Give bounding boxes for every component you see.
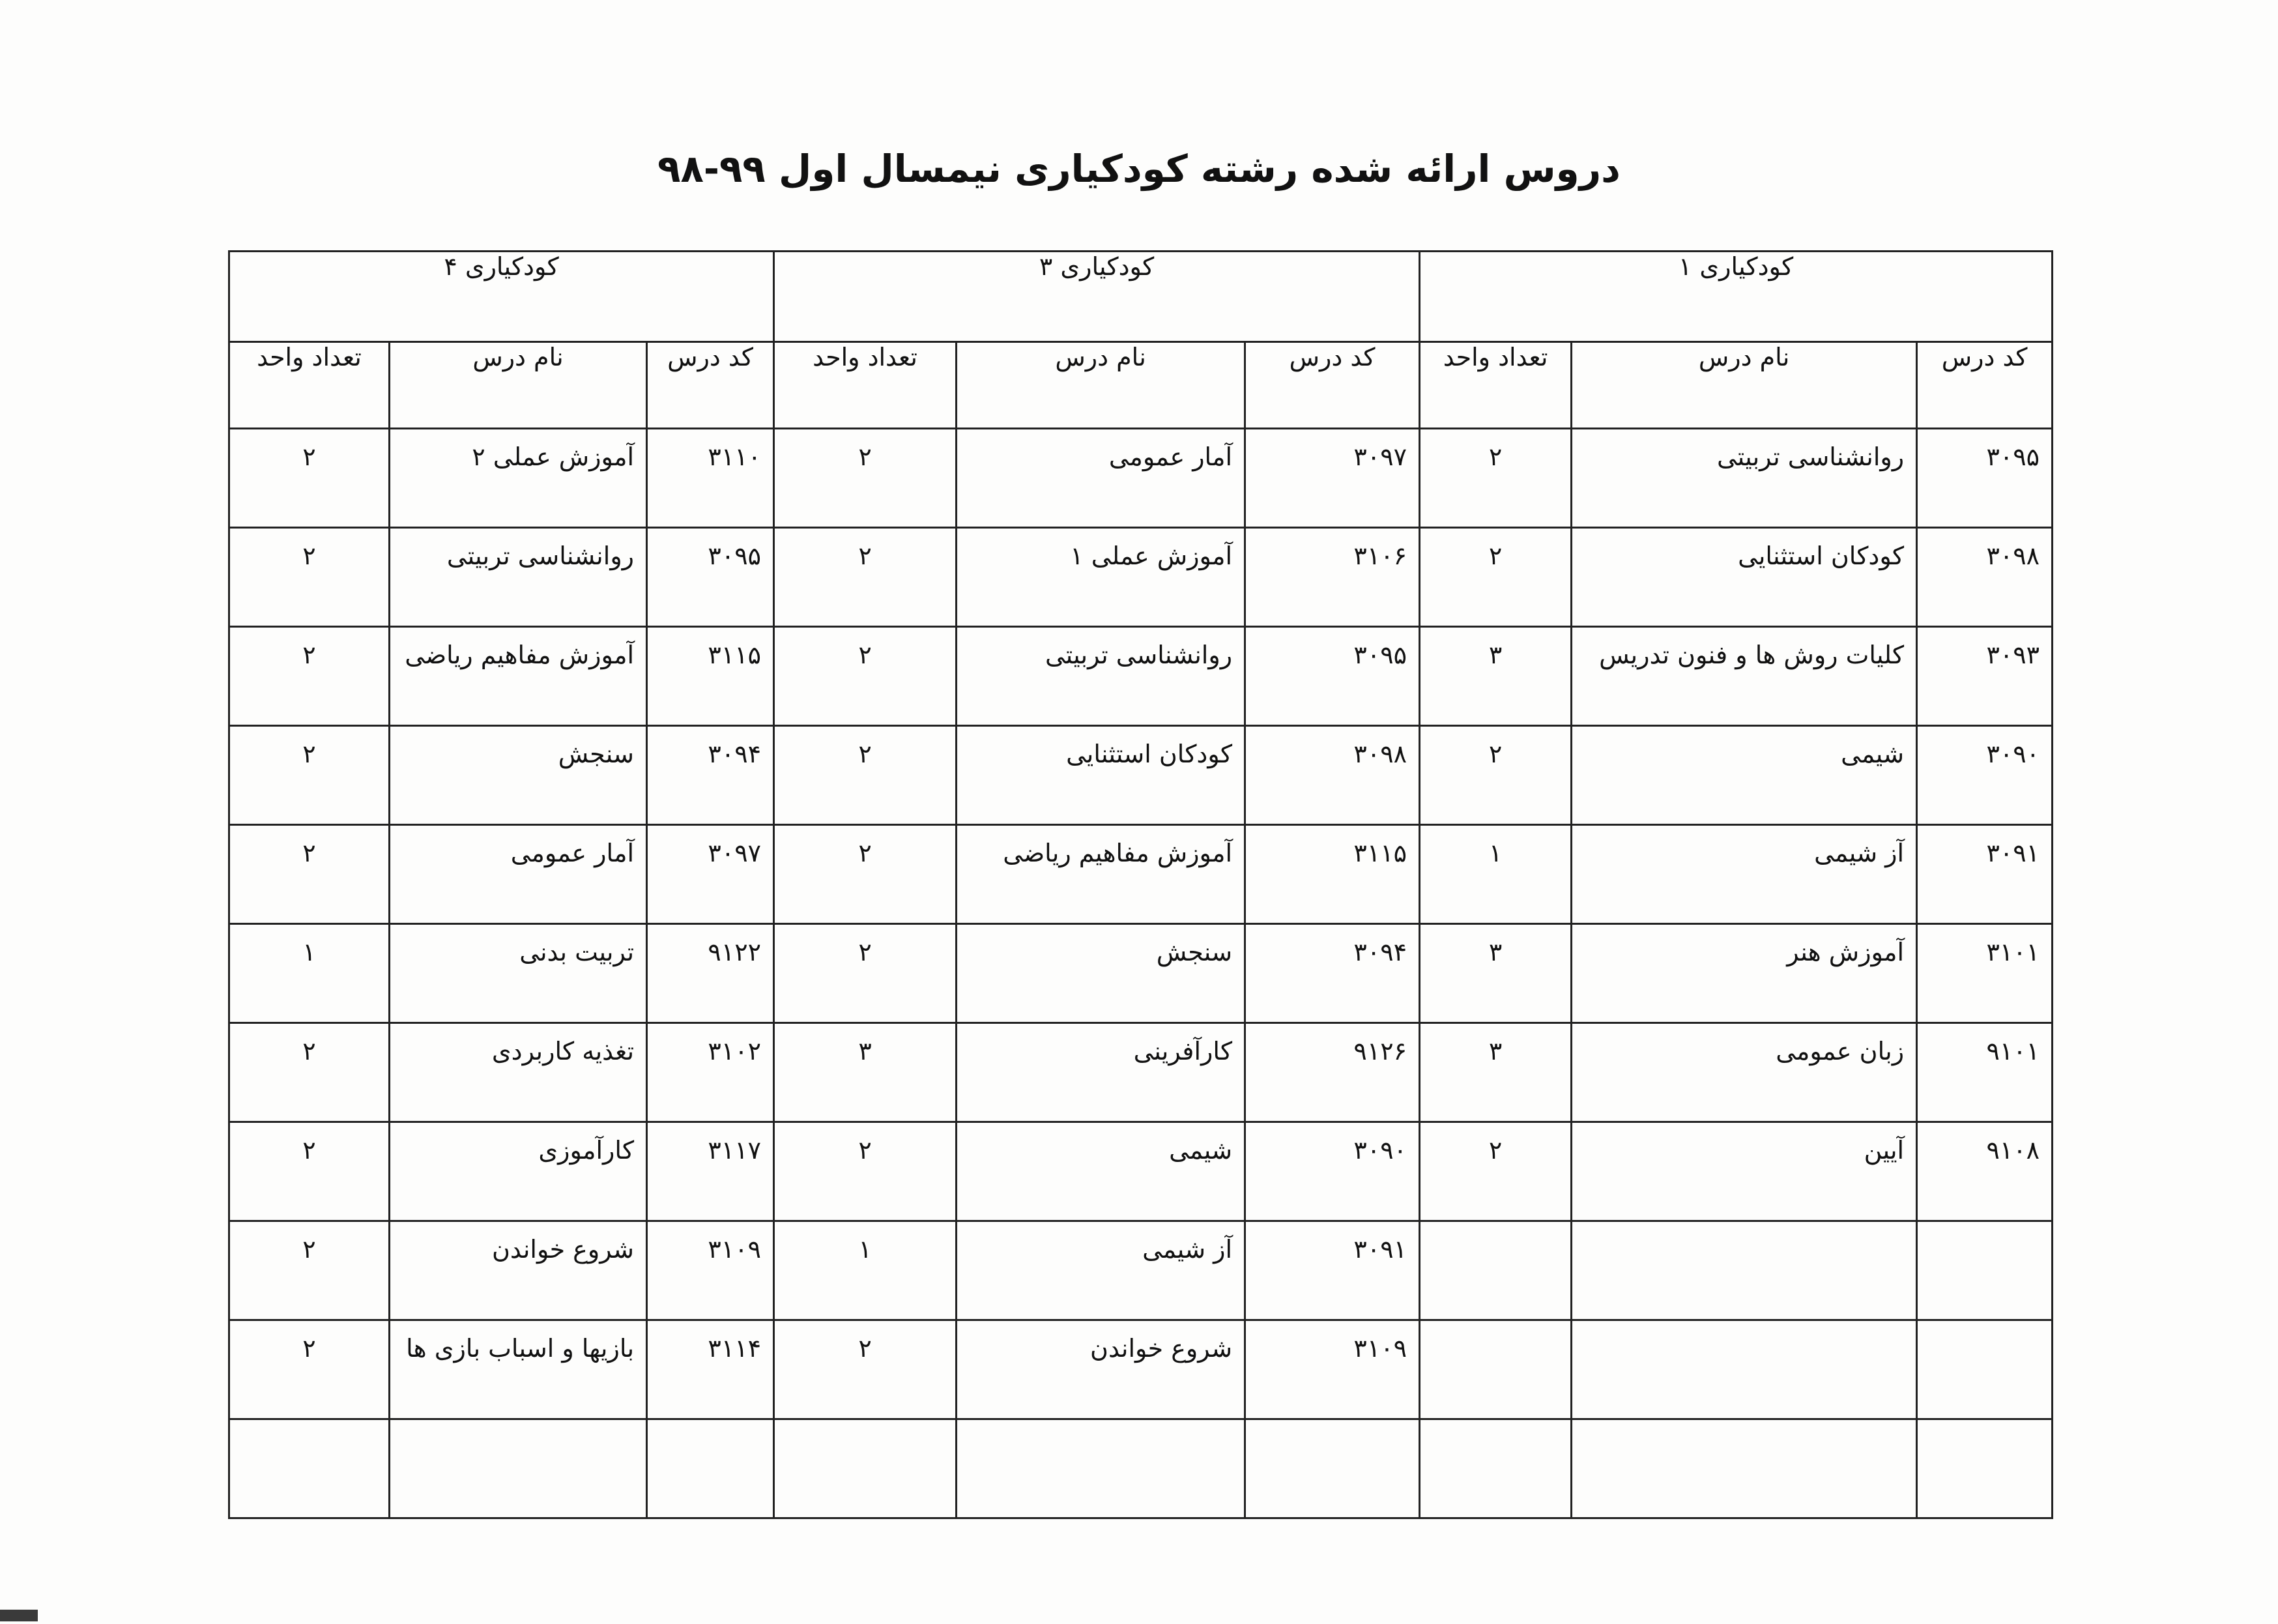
course-code: ۳۱۰۱ [1917,924,2053,1023]
course-units: ۲ [229,528,390,627]
course-name: آموزش مفاهیم ریاضی [957,825,1245,924]
course-name: آموزش عملی ۱ [957,528,1245,627]
column-header-code: کد درس [647,342,774,429]
course-name: سنجش [390,726,647,825]
course-code: ۳۰۹۳ [1917,627,2053,726]
column-header-name: نام درس [957,342,1245,429]
course-name: آز شیمی [957,1221,1245,1320]
course-name: سنجش [957,924,1245,1023]
courses-table [228,250,2053,1519]
scan-corner-mark [0,1610,38,1621]
course-name: آموزش مفاهیم ریاضی [390,627,647,726]
course-units: ۲ [1420,726,1572,825]
column-header-name: نام درس [390,342,647,429]
course-units: ۳ [1420,924,1572,1023]
course-name: بازیها و اسباب بازی ها [390,1320,647,1419]
table-row [229,528,2053,627]
table-row [229,825,2053,924]
course-name: آز شیمی [1572,825,1917,924]
course-code: ۳۰۹۱ [1245,1221,1420,1320]
course-code: ۳۰۹۵ [1245,627,1420,726]
course-name: آمار عمومی [390,825,647,924]
course-name: کودکان استثنایی [957,726,1245,825]
course-code: ۹۱۰۸ [1917,1122,2053,1221]
course-units: ۲ [774,726,957,825]
course-units [1420,1419,1572,1518]
course-code: ۳۱۱۴ [647,1320,774,1419]
course-units: ۲ [229,1122,390,1221]
course-units: ۲ [229,825,390,924]
course-code [1917,1320,2053,1419]
course-units [1420,1320,1572,1419]
group-header-row [229,252,2053,342]
course-units: ۲ [229,1320,390,1419]
course-code: ۳۰۹۰ [1917,726,2053,825]
course-code [1245,1419,1420,1518]
course-code: ۳۱۰۶ [1245,528,1420,627]
table-row [229,627,2053,726]
course-name: تربیت بدنی [390,924,647,1023]
course-name [390,1419,647,1518]
table-row [229,726,2053,825]
course-name: کارآموزی [390,1122,647,1221]
course-units: ۳ [1420,1023,1572,1122]
course-code [1917,1419,2053,1518]
course-units: ۲ [229,726,390,825]
column-header-code: کد درس [1245,342,1420,429]
course-code: ۳۰۹۵ [1917,429,2053,528]
course-name: شیمی [957,1122,1245,1221]
course-name [1572,1419,1917,1518]
course-units: ۲ [229,627,390,726]
column-header-units: تعداد واحد [774,342,957,429]
table-row [229,1221,2053,1320]
course-units: ۳ [1420,627,1572,726]
course-code: ۳۰۹۷ [1245,429,1420,528]
course-code: ۳۱۱۵ [1245,825,1420,924]
course-units: ۲ [774,1122,957,1221]
course-units [229,1419,390,1518]
course-name: زبان عمومی [1572,1023,1917,1122]
course-name: آمار عمومی [957,429,1245,528]
table-row [229,1320,2053,1419]
course-code: ۳۰۹۷ [647,825,774,924]
course-name [1572,1221,1917,1320]
course-name [957,1419,1245,1518]
column-header-units: تعداد واحد [229,342,390,429]
course-name [1572,1320,1917,1419]
course-code: ۳۱۱۰ [647,429,774,528]
course-units: ۱ [229,924,390,1023]
course-code: ۳۰۹۴ [1245,924,1420,1023]
document-title: دروس ارائه شده رشته کودکیاری نیمسال اول ۹۹-۹۸ [657,147,1621,191]
course-code: ۳۱۱۷ [647,1122,774,1221]
course-units: ۱ [1420,825,1572,924]
course-code: ۹۱۲۶ [1245,1023,1420,1122]
course-name: کلیات روش ها و فنون تدریس [1572,627,1917,726]
course-units [1420,1221,1572,1320]
course-units: ۲ [774,429,957,528]
course-name: روانشناسی تربیتی [957,627,1245,726]
course-code: ۳۰۹۸ [1245,726,1420,825]
column-header-name: نام درس [1572,342,1917,429]
course-name: کارآفرینی [957,1023,1245,1122]
course-code: ۹۱۲۲ [647,924,774,1023]
course-name: آموزش هنر [1572,924,1917,1023]
course-code: ۳۱۱۵ [647,627,774,726]
table-row [229,429,2053,528]
table-row [229,924,2053,1023]
group-title-1: کودکیاری ۱ [1420,252,2053,342]
course-code: ۳۰۹۸ [1917,528,2053,627]
course-code: ۹۱۰۱ [1917,1023,2053,1122]
course-units: ۱ [774,1221,957,1320]
course-units: ۲ [229,1023,390,1122]
course-code: ۳۱۰۹ [1245,1320,1420,1419]
course-units: ۲ [1420,1122,1572,1221]
course-name: تغذیه کاربردی [390,1023,647,1122]
course-units: ۲ [229,1221,390,1320]
course-code: ۳۱۰۲ [647,1023,774,1122]
column-header-code: کد درس [1917,342,2053,429]
course-units: ۲ [774,924,957,1023]
course-name: شیمی [1572,726,1917,825]
course-units: ۲ [229,429,390,528]
course-units: ۳ [774,1023,957,1122]
course-name: شروع خواندن [957,1320,1245,1419]
course-name: آموزش عملی ۲ [390,429,647,528]
course-name: آیین [1572,1122,1917,1221]
course-units: ۲ [774,1320,957,1419]
course-code [1917,1221,2053,1320]
course-units [774,1419,957,1518]
course-name: روانشناسی تربیتی [1572,429,1917,528]
course-units: ۲ [774,528,957,627]
course-units: ۲ [774,825,957,924]
course-units: ۲ [1420,528,1572,627]
course-units: ۲ [1420,429,1572,528]
table-row [229,1419,2053,1518]
table-row [229,1023,2053,1122]
course-code: ۳۰۹۴ [647,726,774,825]
course-name: روانشناسی تربیتی [390,528,647,627]
course-code [647,1419,774,1518]
course-name: شروع خواندن [390,1221,647,1320]
group-title-3: کودکیاری ۳ [774,252,1420,342]
course-code: ۳۰۹۱ [1917,825,2053,924]
column-header-row [229,342,2053,429]
course-units: ۲ [774,627,957,726]
group-title-4: کودکیاری ۴ [229,252,774,342]
table-row [229,1122,2053,1221]
column-header-units: تعداد واحد [1420,342,1572,429]
course-code: ۳۱۰۹ [647,1221,774,1320]
course-name: کودکان استثنایی [1572,528,1917,627]
course-code: ۳۰۹۵ [647,528,774,627]
course-code: ۳۰۹۰ [1245,1122,1420,1221]
